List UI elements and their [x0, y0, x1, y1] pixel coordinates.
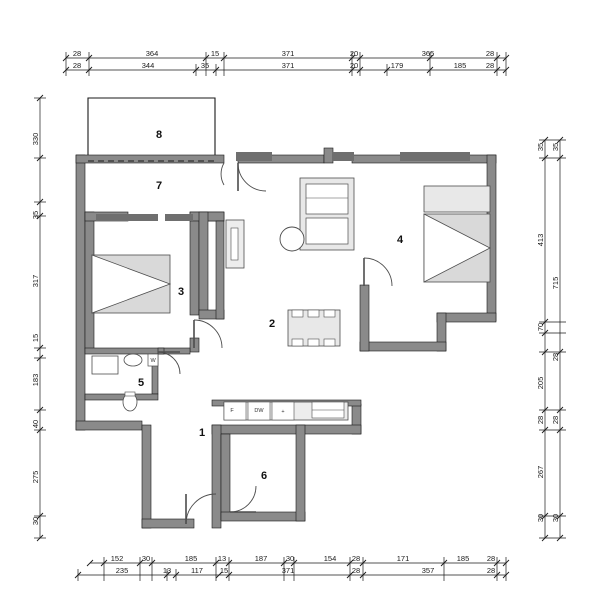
dim-label: 171 [396, 554, 410, 563]
dim-label: 317 [31, 274, 40, 288]
dim-label: 330 [31, 132, 40, 146]
dim-label: 28 [485, 61, 495, 70]
room-label-3: 3 [177, 286, 185, 298]
dimension-labels-right-inner [536, 143, 545, 522]
room-8-outline [88, 98, 215, 155]
appliance-label-cooktop: + [281, 409, 285, 415]
dim-label: 187 [254, 554, 268, 563]
dim-label: 364 [145, 49, 159, 58]
dimension-labels-left [31, 133, 40, 525]
dimension-labels-bottom-outer [111, 554, 495, 563]
dim-label: 30 [141, 554, 151, 563]
dim-label: 235 [115, 566, 129, 575]
dim-label: 28 [72, 61, 82, 70]
room-label-2: 2 [268, 318, 276, 330]
dimension-labels-right-outer [551, 143, 560, 522]
wardrobe-room-4 [424, 186, 490, 212]
dim-label: 28 [551, 352, 560, 362]
dim-label: 35 [31, 210, 40, 220]
dim-label: 28 [486, 554, 496, 563]
dim-label: 30 [31, 516, 40, 526]
dim-label: 35 [551, 142, 560, 152]
dim-label: 28 [486, 566, 496, 575]
dim-label: 28 [351, 566, 361, 575]
dimension-labels-bottom-inner [116, 566, 495, 575]
dim-label: 179 [390, 61, 404, 70]
room-label-7: 7 [155, 180, 163, 192]
dim-label: 267 [536, 465, 545, 479]
room-label-1: 1 [198, 427, 206, 439]
dim-label: 20 [349, 49, 359, 58]
dim-label: 365 [421, 49, 435, 58]
dim-label: 371 [281, 49, 295, 58]
dim-label: 205 [536, 376, 545, 390]
dim-label: 15 [210, 49, 220, 58]
dim-label: 275 [31, 470, 40, 484]
dim-label: 30 [285, 554, 295, 563]
room-label-5: 5 [137, 377, 145, 389]
dim-label: 15 [31, 333, 40, 343]
dim-label: 413 [536, 233, 545, 247]
dim-label: 28 [351, 554, 361, 563]
dim-label: 30 [536, 513, 545, 523]
dim-label: 185 [456, 554, 470, 563]
dimension-labels-top-outer [73, 49, 494, 58]
dim-label: 35 [200, 61, 210, 70]
dim-label: 371 [281, 566, 295, 575]
dim-label: 30 [551, 513, 560, 523]
dim-label: 70 [536, 322, 545, 332]
dim-label: 117 [191, 566, 203, 575]
appliance-label-dishwasher: DW [254, 408, 264, 414]
dim-label: 40 [31, 419, 40, 429]
dim-label: 185 [453, 61, 467, 70]
bathtub [92, 356, 118, 374]
dim-label: 28 [551, 415, 560, 425]
dim-label: 15 [219, 566, 229, 575]
dim-label: 28 [536, 415, 545, 425]
dim-label: 152 [110, 554, 124, 563]
sink-basin [124, 354, 142, 366]
round-table [280, 227, 304, 251]
washer-label: W [150, 358, 156, 364]
dim-label: 35 [536, 142, 545, 152]
dim-label: 183 [31, 373, 40, 387]
appliance-label-fridge: F [230, 408, 234, 414]
dim-label: 371 [281, 61, 295, 70]
dim-label: 185 [184, 554, 198, 563]
dim-label: 154 [323, 554, 337, 563]
dim-label: 28 [485, 49, 495, 58]
dim-label: 13 [217, 554, 227, 563]
dim-label: 20 [349, 61, 359, 70]
room-label-6: 6 [260, 470, 268, 482]
room-label-4: 4 [396, 234, 404, 246]
dim-label: 13 [162, 566, 172, 575]
dim-label: 357 [421, 566, 435, 575]
room-label-8: 8 [155, 129, 163, 141]
dim-label: 344 [141, 61, 155, 70]
dim-label: 715 [551, 276, 560, 290]
dim-label: 28 [72, 49, 82, 58]
